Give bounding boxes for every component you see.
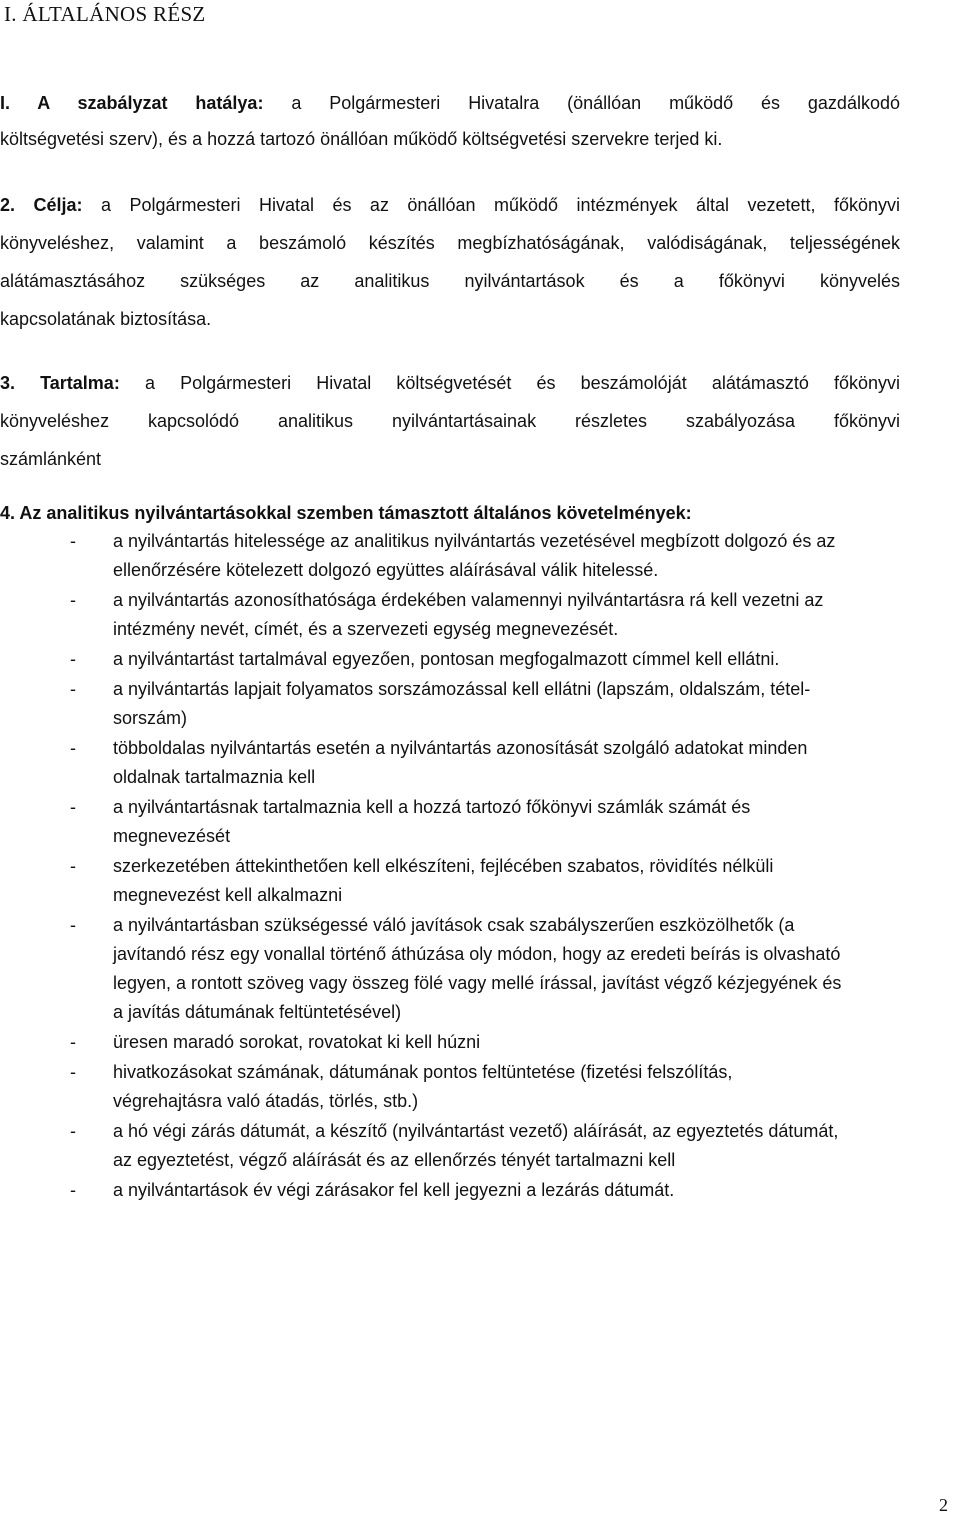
section-purpose-label: 2. Célja: — [0, 195, 83, 215]
list-dash: - — [70, 1180, 76, 1200]
list-item-line: a nyilvántartás lapjait folyamatos sorszámozással kell ellátni (lapszám, oldalszám, tétel- — [113, 679, 811, 699]
section-purpose-line-3: alátámasztásához szükséges az analitikus nyilvántartások és a főkönyvi könyvelés — [0, 271, 900, 291]
list-item-line: ellenőrzésére kötelezett dolgozó együttes aláírásával válik hitelessé. — [113, 560, 659, 580]
list-item-line: a nyilvántartás azonosíthatósága érdekében valamennyi nyilvántartásra rá kell vezetni az — [113, 590, 824, 610]
list-item-line: intézmény nevét, címét, és a szervezeti egység megnevezését. — [113, 619, 619, 639]
list-item-line: üresen maradó sorokat, rovatokat ki kell húzni — [113, 1032, 481, 1052]
section-content-text: a Polgármesteri Hivatal költségvetését és beszámolóját alátámasztó főkönyvi — [119, 373, 901, 393]
list-item-line: szerkezetében áttekinthetően kell elkészíteni, fejlécében szabatos, rövidítés nélküli — [113, 856, 774, 876]
list-item-line: megnevezést kell alkalmazni — [113, 885, 343, 905]
list-dash: - — [70, 649, 76, 669]
list-item-line: a nyilvántartásnak tartalmaznia kell a hozzá tartozó főkönyvi számlák számát és — [113, 797, 751, 817]
list-dash: - — [70, 915, 76, 935]
list-item-line: a javítás dátumának feltüntetésével) — [113, 1002, 402, 1022]
section-scope-text: a Polgármesteri Hivatalra (önállóan működő és gazdálkodó — [263, 93, 900, 113]
section-scope-label: I. A szabályzat hatálya: — [0, 93, 264, 113]
section-purpose-text: a Polgármesteri Hivatal és az önállóan működő intézmények által vezetett, főkönyvi — [82, 195, 900, 215]
list-item-line: a hó végi zárás dátumát, a készítő (nyilvántartást vezető) aláírását, az egyeztetés dátumát, — [113, 1121, 839, 1141]
section-purpose-line-1 — [0, 194, 900, 216]
section-purpose-line-4: kapcsolatának biztosítása. — [0, 309, 212, 329]
list-dash: - — [70, 590, 76, 610]
list-item-line: legyen, a rontott szöveg vagy összeg fölé vagy mellé írással, javítást végző kézjegyének és — [113, 973, 842, 993]
list-dash: - — [70, 1062, 76, 1082]
list-item-line: megnevezését — [113, 826, 231, 846]
list-item-line: oldalnak tartalmaznia kell — [113, 767, 316, 787]
section-content-line-1 — [0, 372, 900, 394]
list-item-line: végrehajtásra való átadás, törlés, stb.) — [113, 1091, 419, 1111]
section-purpose-line-2: könyveléshez, valamint a beszámoló készítés megbízhatóságának, valódiságának, teljességének — [0, 233, 900, 253]
list-dash: - — [70, 797, 76, 817]
list-item-line: a nyilvántartást tartalmával egyezően, pontosan megfogalmazott címmel kell ellátni. — [113, 649, 780, 669]
section-scope-line-2: költségvetési szerv), és a hozzá tartozó önállóan működő költségvetési szervekre terjed ki. — [0, 129, 723, 149]
section-content-line-3: számlánként — [0, 449, 102, 469]
list-item-line: a nyilvántartásban szükségessé váló javítások csak szabályszerűen eszközölhetők (a — [113, 915, 795, 935]
list-item-line: a nyilvántartás hitelessége az analitikus nyilvántartás vezetésével megbízott dolgozó és az — [113, 531, 836, 551]
list-item-line: többoldalas nyilvántartás esetén a nyilvántartás azonosítását szolgáló adatokat minden — [113, 738, 808, 758]
page-number: 2 — [939, 1495, 948, 1515]
section-content-line-2: könyveléshez kapcsolódó analitikus nyilvántartásainak részletes szabályozása főkönyvi — [0, 411, 900, 431]
list-item-line: hivatkozásokat számának, dátumának pontos feltüntetése (fizetési felszólítás, — [113, 1062, 733, 1082]
section-scope-line-1 — [0, 92, 900, 114]
list-dash: - — [70, 738, 76, 758]
page-heading: I. ÁLTALÁNOS RÉSZ — [4, 2, 206, 26]
list-dash: - — [70, 679, 76, 699]
list-dash: - — [70, 1032, 76, 1052]
list-dash: - — [70, 1121, 76, 1141]
list-dash: - — [70, 856, 76, 876]
list-item-line: az egyeztetést, végző aláírását és az ellenőrzés tényét tartalmazni kell — [113, 1150, 676, 1170]
list-dash: - — [70, 531, 76, 551]
section-content-label: 3. Tartalma: — [0, 373, 120, 393]
section-requirements-title: 4. Az analitikus nyilvántartásokkal szemben támasztott általános követelmények: — [0, 503, 692, 523]
list-item-line: a nyilvántartások év végi zárásakor fel kell jegyezni a lezárás dátumát. — [113, 1180, 675, 1200]
list-item-line: sorszám) — [113, 708, 188, 728]
list-item-line: javítandó rész egy vonallal történő áthúzása oly módon, hogy az eredeti beírás is olvasható — [113, 944, 841, 964]
